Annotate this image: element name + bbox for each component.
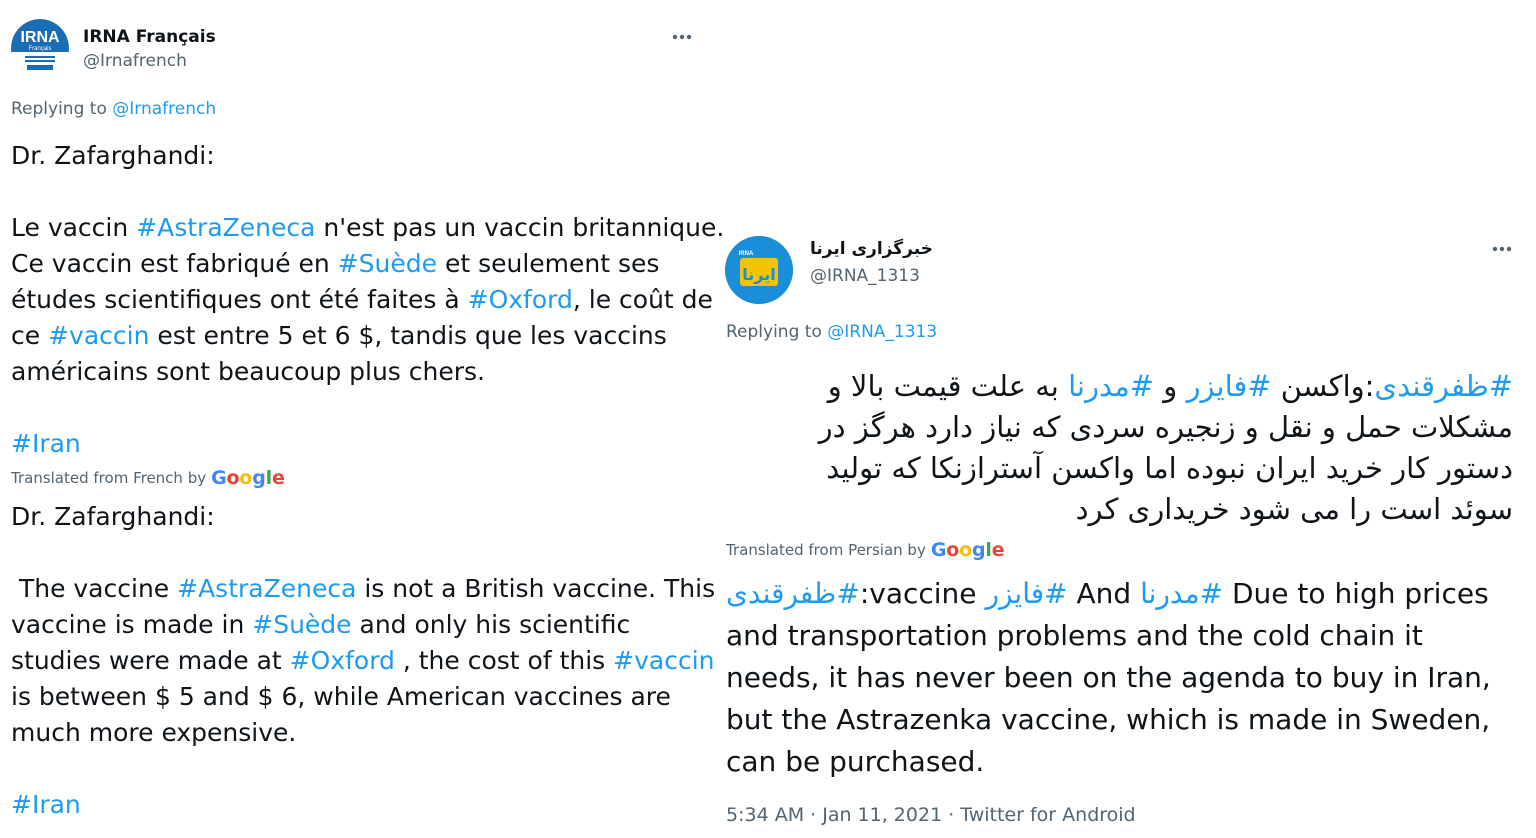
hashtag-link[interactable]: ظفرقندی# xyxy=(726,577,860,610)
text-line: américains sont beaucoup plus chers. xyxy=(11,357,485,386)
text-line: سوئد است را می شود خریداری کرد xyxy=(1075,492,1513,526)
text-segment: est entre 5 et 6 $, tandis que les vaccins xyxy=(149,321,667,350)
hashtag-link[interactable]: #ظفرقندی xyxy=(1374,369,1513,403)
text-line: Dr. Zafarghandi: xyxy=(11,141,215,170)
text-line: Dr. Zafarghandi: xyxy=(11,502,215,531)
more-icon[interactable] xyxy=(668,30,696,44)
display-name[interactable]: خبرگزاری ایرنا xyxy=(810,239,933,259)
text-line xyxy=(11,282,724,318)
replying-handle-link[interactable]: @Irnafrench xyxy=(112,99,217,119)
tweet-text-original xyxy=(11,138,724,462)
text-segment: et seulement ses xyxy=(437,249,660,278)
text-segment: Le vaccin xyxy=(11,213,137,242)
more-icon[interactable] xyxy=(1488,242,1516,256)
text-segment: و xyxy=(1154,369,1187,403)
text-line xyxy=(11,643,715,679)
text-segment: ce xyxy=(11,321,49,350)
hashtag-link[interactable]: #مدرنا xyxy=(1068,369,1155,403)
hashtag-link[interactable]: #vaccin xyxy=(613,646,715,675)
text-segment: Due to high prices xyxy=(1223,577,1489,610)
text-segment: is not a British vaccine. This xyxy=(356,574,716,603)
google-logo-icon[interactable]: Google xyxy=(930,539,1005,561)
google-logo-icon[interactable]: Google xyxy=(211,467,285,489)
tweet-timestamp[interactable]: 5:34 AM · Jan 11, 2021 · Twitter for Android xyxy=(726,804,1136,826)
text-line xyxy=(11,246,724,282)
translated-by xyxy=(11,467,285,489)
text-segment: به علت قیمت بالا و xyxy=(827,369,1069,403)
avatar[interactable] xyxy=(11,19,69,77)
text-segment: Ce vaccin est fabriqué en xyxy=(11,249,338,278)
svg-text:IRNA: IRNA xyxy=(738,251,754,257)
irna-persian-logo-icon xyxy=(725,236,793,304)
text-line: can be purchased. xyxy=(726,745,985,778)
hashtag-link[interactable]: #Suède xyxy=(252,610,352,639)
replying-handle-link[interactable]: @IRNA_1313 xyxy=(827,322,938,342)
text-segment: and only his scientific xyxy=(351,610,631,639)
hashtag-link[interactable]: #Iran xyxy=(11,790,81,819)
svg-text:ایرنا: ایرنا xyxy=(742,265,776,284)
text-segment: studies were made at xyxy=(11,646,290,675)
text-line xyxy=(11,318,724,354)
hashtag-link[interactable]: #Oxford xyxy=(289,646,395,675)
tweet-text-original xyxy=(819,366,1513,530)
svg-text:IRNA: IRNA xyxy=(20,29,60,46)
text-line xyxy=(726,573,1491,615)
translated-label: Translated from Persian by xyxy=(726,541,926,559)
text-line xyxy=(11,571,715,607)
text-segment: études scientifiques ont été faites à xyxy=(11,285,468,314)
text-segment: , le coût de xyxy=(572,285,713,314)
svg-text:Français: Français xyxy=(28,46,52,52)
hashtag-link[interactable]: مدرنا# xyxy=(1140,577,1224,610)
text-line: but the Astrazenka vaccine, which is made in Sweden, xyxy=(726,703,1491,736)
tweet-text-translation xyxy=(726,573,1491,783)
text-line: دستور کار خرید ایران نبوده اما واکسن آسترازنکا که تولید xyxy=(826,451,1513,485)
hashtag-link[interactable]: #Oxford xyxy=(467,285,573,314)
text-line xyxy=(11,787,715,823)
avatar[interactable] xyxy=(725,236,793,304)
text-segment: , the cost of this xyxy=(394,646,614,675)
text-segment: :واکسن xyxy=(1271,369,1375,403)
hashtag-link[interactable]: #Suède xyxy=(337,249,438,278)
text-line: much more expensive. xyxy=(11,718,297,747)
text-line xyxy=(11,607,715,643)
replying-label: Replying to xyxy=(11,99,107,119)
hashtag-link[interactable]: #AstraZeneca xyxy=(177,574,357,603)
tweet-text-translation xyxy=(11,499,715,823)
text-segment: :vaccine xyxy=(859,577,986,610)
text-segment: vaccine is made in xyxy=(11,610,253,639)
translated-by xyxy=(726,539,1004,561)
hashtag-link[interactable]: فایزر# xyxy=(985,577,1068,610)
translated-label: Translated from French by xyxy=(11,469,207,487)
text-segment: And xyxy=(1067,577,1141,610)
text-line: and transportation problems and the cold chain it xyxy=(726,619,1423,652)
replying-to xyxy=(726,322,937,342)
text-line: مشکلات حمل و نقل و زنجیره سردی که نیاز دارد هرگز در xyxy=(818,410,1513,444)
irna-logo-icon xyxy=(11,19,69,77)
text-line xyxy=(11,210,724,246)
text-line: is between $ 5 and $ 6, while American vaccines are xyxy=(11,682,671,711)
handle[interactable]: @IRNA_1313 xyxy=(810,266,920,286)
hashtag-link[interactable]: #فایزر xyxy=(1186,369,1272,403)
text-line: needs, it has never been on the agenda to buy in Iran, xyxy=(726,661,1491,694)
replying-to xyxy=(11,99,216,119)
hashtag-link[interactable]: #AstraZeneca xyxy=(136,213,316,242)
text-segment: The vaccine xyxy=(11,574,178,603)
tweet-irna-persian[interactable] xyxy=(715,222,1530,838)
hashtag-link[interactable]: #vaccin xyxy=(48,321,150,350)
hashtag-link[interactable]: #Iran xyxy=(11,429,81,458)
text-segment: n'est pas un vaccin britannique. xyxy=(315,213,725,242)
handle[interactable]: @Irnafrench xyxy=(83,51,187,71)
display-name[interactable]: IRNA Français xyxy=(83,27,216,47)
text-line xyxy=(11,426,724,462)
replying-label: Replying to xyxy=(726,322,822,342)
text-line xyxy=(819,366,1513,407)
tweet-irna-french[interactable] xyxy=(0,0,725,838)
